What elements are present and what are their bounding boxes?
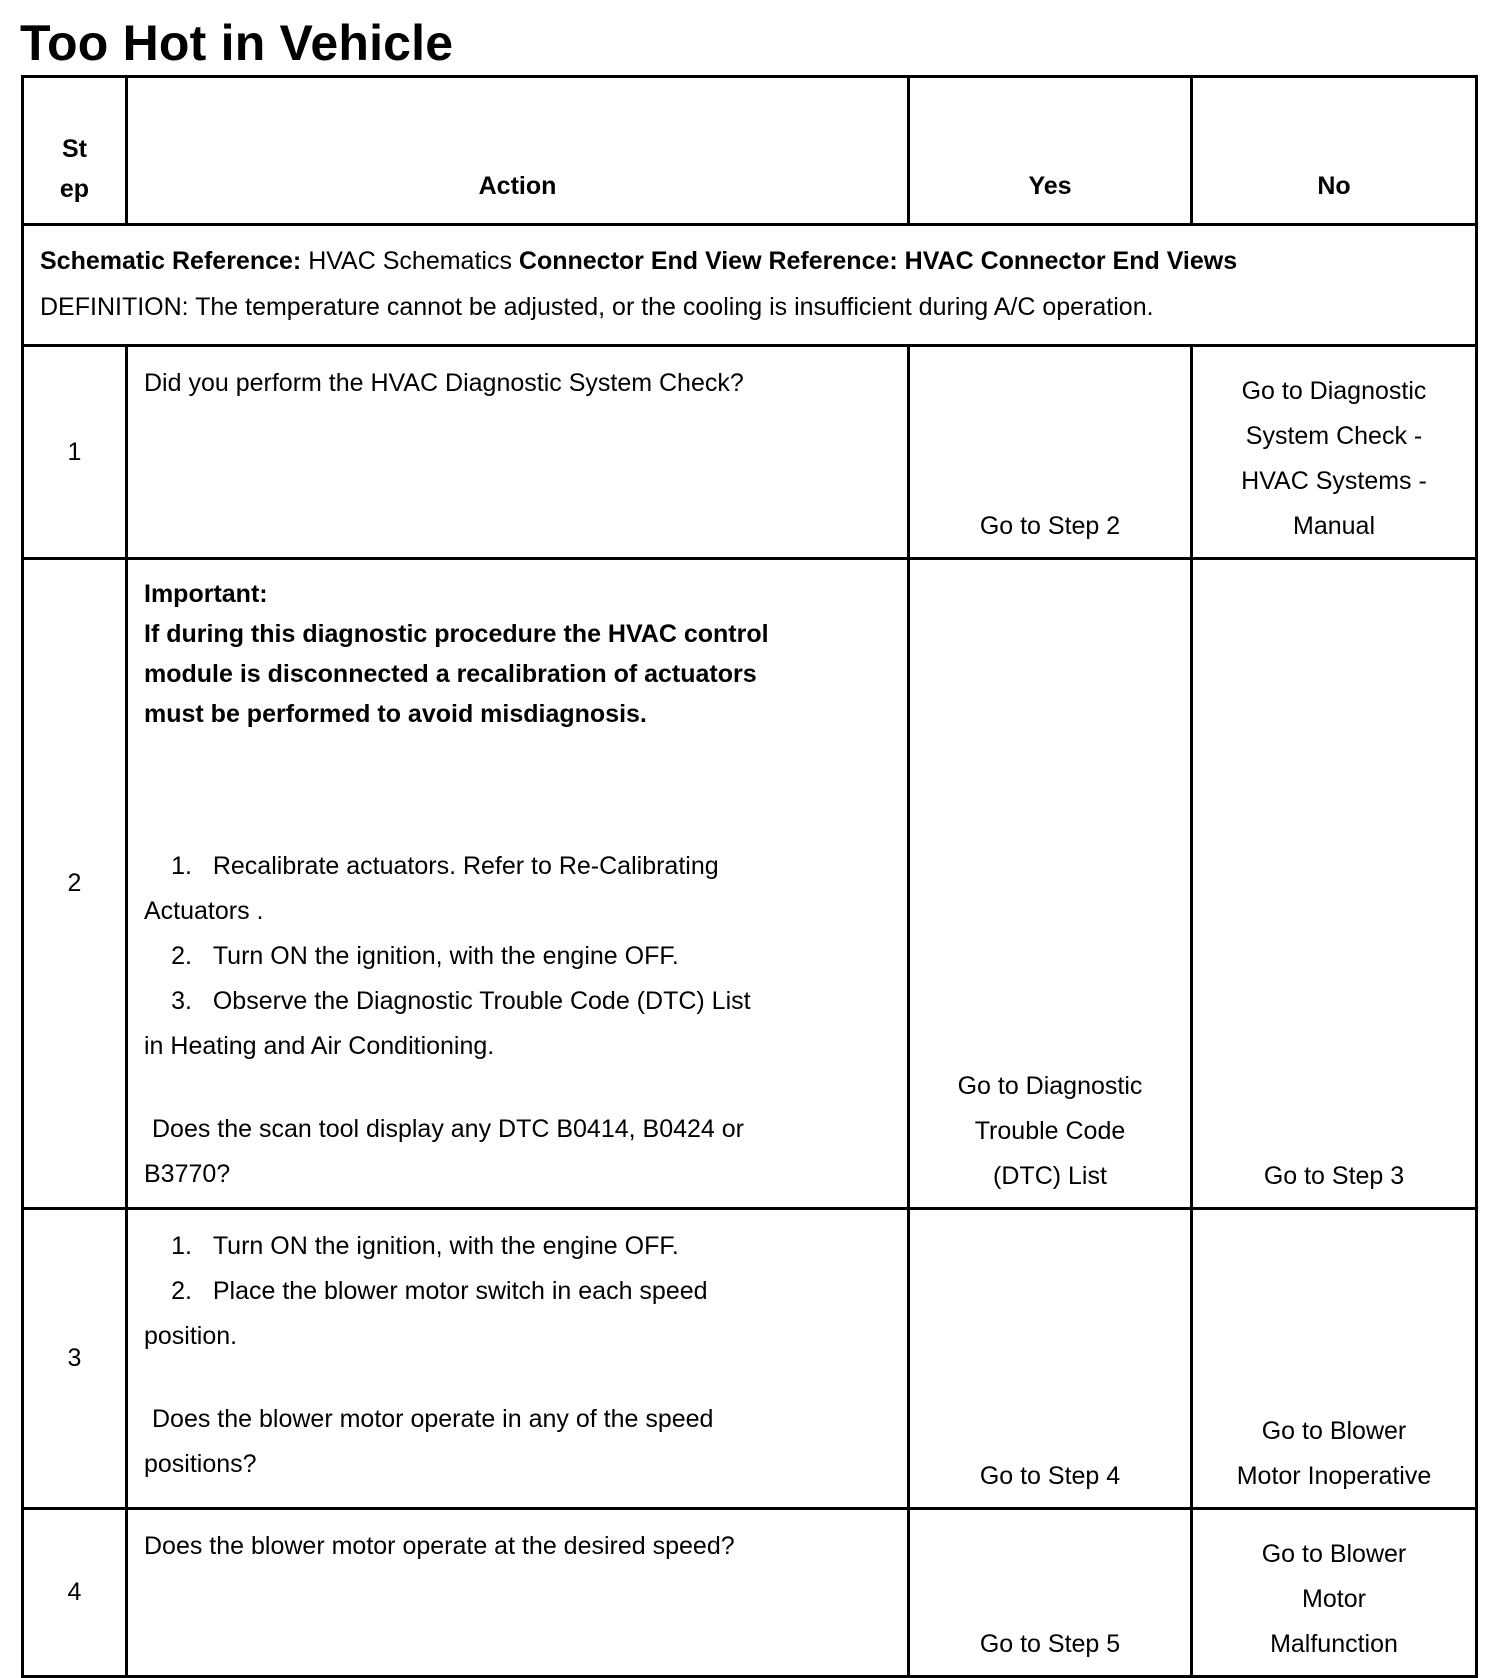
reference-row — [23, 225, 1477, 346]
connector-reference-label: Connector End View Reference: — [518, 247, 898, 275]
no-result[interactable]: Go to Diagnostic System Check - HVAC Systems - Manual — [1192, 346, 1477, 559]
step-number: 1 — [23, 346, 127, 559]
yes-result[interactable]: Go to Diagnostic Trouble Code (DTC) List — [909, 559, 1192, 1209]
header-step: St ep — [23, 77, 127, 225]
list-item: 1. Recalibrate actuators. Refer to Re-Calibrating — [171, 852, 719, 880]
table-row — [23, 1209, 1477, 1509]
header-no: No — [1192, 77, 1477, 225]
reference-line — [40, 238, 1459, 284]
list-item: 3. Observe the Diagnostic Trouble Code (DTC) List — [171, 987, 751, 1015]
no-result[interactable]: Go to Blower Motor Inoperative — [1192, 1209, 1477, 1509]
table-row — [23, 559, 1477, 1209]
step-number: 3 — [23, 1209, 127, 1509]
step-number: 2 — [23, 559, 127, 1209]
list-item: 1. Turn ON the ignition, with the engine OFF. — [171, 1232, 679, 1260]
header-action: Action — [127, 77, 909, 225]
table-header-row — [23, 77, 1477, 225]
step-question: Does the scan tool display any DTC B0414, B0424 or — [152, 1115, 745, 1143]
step-action: Did you perform the HVAC Diagnostic System Check? — [127, 346, 909, 559]
step-action: Does the blower motor operate at the desired speed? — [127, 1509, 909, 1677]
step-question: Does the blower motor operate in any of the speed — [152, 1405, 714, 1433]
yes-result[interactable]: Go to Step 4 — [909, 1209, 1192, 1509]
schematic-reference-link[interactable]: HVAC Schematics — [308, 247, 512, 275]
table-row — [23, 1509, 1477, 1677]
recalibrating-actuators-link[interactable]: Actuators . — [144, 897, 264, 925]
reference-cell — [23, 225, 1477, 346]
important-note: Important: If during this diagnostic procedure the HVAC control module is disconnected a recalibration of actuators must be performed to avoid misdiagnosis. — [144, 580, 769, 728]
step-action: 1. Turn ON the ignition, with the engine OFF. 2. Place the blower motor switch in each speed position. Does the blower motor operate in any of the speed positions? — [127, 1209, 909, 1509]
page-title: Too Hot in Vehicle — [20, 15, 454, 71]
connector-reference-link[interactable]: HVAC Connector End Views — [904, 247, 1238, 275]
schematic-reference-label: Schematic Reference: — [40, 247, 302, 275]
no-result[interactable]: Go to Blower Motor Malfunction — [1192, 1509, 1477, 1677]
yes-result[interactable]: Go to Step 2 — [909, 346, 1192, 559]
yes-result[interactable]: Go to Step 5 — [909, 1509, 1192, 1677]
header-yes: Yes — [909, 77, 1192, 225]
definition-text: DEFINITION: The temperature cannot be adjusted, or the cooling is insufficient during A/C operation. — [40, 293, 1154, 321]
step-action: Important: If during this diagnostic procedure the HVAC control module is disconnected a recalibration of actuators must be performed to avoid misdiagnosis. 1. Recalibrate actuators. Refer to Re-Calibrating Actuators . 2. Turn ON the ignition, with the engine OFF. 3. Observe the Diagnostic Trouble Code (DTC) List in Heating and Air Conditioning. Does the scan tool display any DTC B0414, B0424 or B3770? — [127, 559, 909, 1209]
diagnostic-table — [21, 75, 1478, 1678]
list-item: 2. Turn ON the ignition, with the engine OFF. — [171, 942, 679, 970]
step-number: 4 — [23, 1509, 127, 1677]
no-result[interactable]: Go to Step 3 — [1192, 559, 1477, 1209]
table-row — [23, 346, 1477, 559]
list-item: 2. Place the blower motor switch in each speed — [171, 1277, 708, 1305]
